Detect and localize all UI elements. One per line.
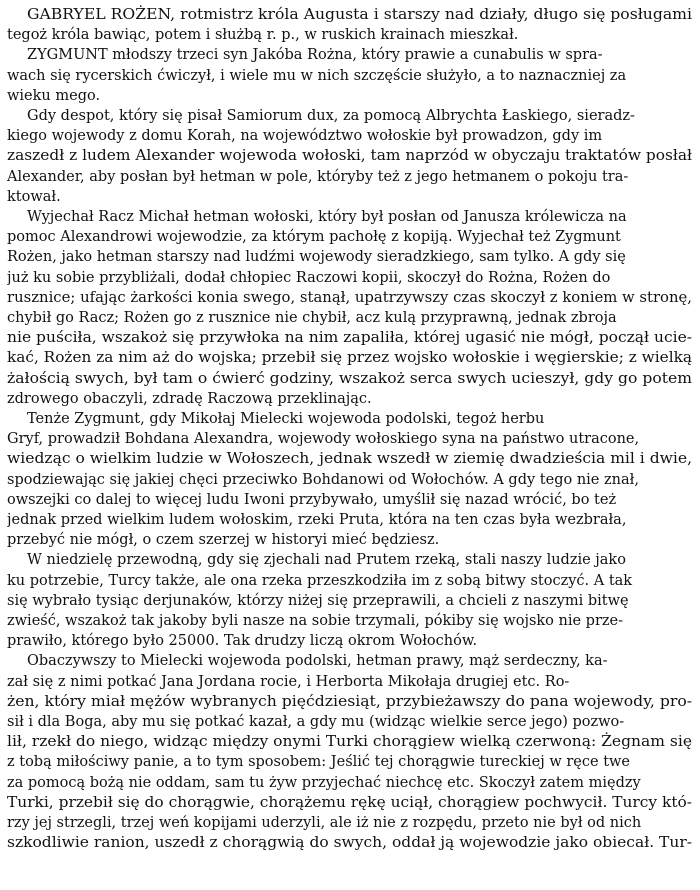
text-line-content: W niedzielę przewodną, gdy się zjechali nad Prutem rzeką, stali naszy ludzie jako [27,552,626,569]
text-line-content: ku potrzebie, Turcy także, ale ona rzeka przeszkodziła im z sobą bitwy stoczyć. A tak [7,572,633,589]
text-line [7,428,692,450]
text-line-content: nie puściła, wszakoż się przywłoka na nim zapaliła, której ugasić nie mógł, począł ucie- [7,330,692,347]
text-line-content: ZYGMUNT młodszy trzeci syn Jakóba Rożna, który prawie a cunabulis w spra- [27,47,603,64]
text-line [7,287,692,309]
text-line [7,812,692,834]
text-line [7,630,692,652]
text-line-content: wach się rycerskich ćwiczył, i wiele mu w nich szczęście służyło, a to naznaczniej za [7,67,627,84]
text-line [7,671,692,693]
text-line [7,327,692,349]
text-line-content: Gryf, prowadził Bohdana Alexandra, wojewody wołoskiego syna na państwo utracone, [7,431,640,448]
text-line-content: kiego wojewody z domu Korah, na województwo wołoskie był prowadzon, gdy im [7,128,603,145]
text-line-content: tegoż króla bawiąc, potem i służbą r. p., w ruskich krainach mieszkał. [7,27,519,44]
text-line [27,4,692,26]
text-line [7,267,692,289]
text-line [7,125,692,147]
text-line-content: zdrowego obaczyli, zdradę Raczową przeklinając. [7,390,372,407]
text-line [7,570,692,592]
text-line [7,509,692,531]
text-line-content: przebyć nie mógł, o czem szerzej w historyi mieć będziesz. [7,532,440,549]
text-line [27,206,692,228]
text-line [7,85,692,107]
text-line-content: prawiło, którego było 25000. Tak drudzy liczą okrom Wołochów. [7,633,478,650]
text-line-content: się wybrało tysiąc derjunaków, którzy niżej się przeprawili, a chcieli z naszymi bitwę [7,592,629,609]
text-line [7,186,692,208]
text-line [7,772,692,794]
text-line [7,792,692,814]
text-line-content: Turki, przebił się do chorągwie, chorążemu rękę uciął, chorągiew pochwycił. Turcy któ- [7,794,692,811]
text-line [7,24,692,46]
text-line-content: szkodliwie ranion, uszedł z chorągwią do swych, oddał ją wojewodzie jako obiecał. Tur- [7,835,692,852]
text-line [7,226,692,248]
text-line-content: chybił go Racz; Rożen go z rusznice nie chybił, acz kulą przyprawną, jednak zbroja [7,310,617,326]
text-line-content: zał się z nimi potkać Jana Jordana rocie, i Herborta Mikołaja drugiej etc. Ro- [7,673,570,690]
text-line [7,368,692,390]
text-line-content: wieku mego. [7,87,101,104]
text-line [27,408,692,430]
text-line-content: owszejki co dalej to więcej ludu Iwoni przybywało, umyślił się nazad wrócić, bo też [7,491,617,508]
text-line-content: żen, który miał mężów wybranych pięćdziesiąt, przybieżawszy do pana wojewody, pro- [7,693,692,710]
text-line-content: lił, rzekł do niego, widząc między onymi Turki chorągiew wielką czerwoną: Żegnam się [7,734,692,751]
text-line [7,590,692,612]
text-line-content: Rożen, jako hetman starszy nad ludźmi wojewody sieradzkiego, sam tylko. A gdy się [7,249,626,266]
text-line [27,105,692,127]
text-line [7,166,692,188]
text-line-content: z tobą miłościwy panie, a to tym sposobem: Jeślić tej chorągwie tureckiej w ręce twe [7,754,631,771]
text-line-content: za pomocą bożą nie oddam, sam tu żyw przyjechać niechcę etc. Skoczył zatem między [7,774,641,791]
text-line [7,610,692,632]
text-line-content: Obaczywszy to Mielecki wojewoda podolski, hetman prawy, mąż serdeczny, ka- [27,653,608,670]
text-line [7,347,692,369]
text-line [27,650,692,672]
text-line-content: Tenże Zygmunt, gdy Mikołaj Mielecki wojewoda podolski, tegoż herbu [27,411,545,427]
text-line [27,549,692,571]
text-line [7,832,692,854]
text-line [7,751,692,773]
text-line-content: zwieść, wszakoż tak jakoby byli nasze na sobie trzymali, pókiby się wojsko nie prze- [7,613,624,629]
text-line [7,388,692,410]
text-line [7,731,692,753]
text-line [7,711,692,733]
text-line-content: zaszedł z ludem Alexander wojewoda wołoski, tam naprzód w obyczaju traktatów posłał [7,148,692,165]
text-line-content: GABRYEL ROŻEN, rotmistrz króla Augusta i starszy nad działy, długo się posługami [27,7,692,23]
text-line [7,65,692,87]
text-line [27,44,692,66]
text-line-content: ktował. [7,188,61,205]
text-line-content: sił i dla Boga, aby mu się potkać kazał, a gdy mu (widząc wielkie serce jego) pozwo- [7,714,625,730]
text-line-content: Wyjechał Racz Michał hetman wołoski, który był posłan od Janusza królewicza na [27,209,627,225]
text-line [7,448,692,470]
text-line [7,307,692,329]
text-line-content: rusznice; ufając żarkości konia swego, stanął, upatrzywszy czas skoczył z koniem w stronę, [7,289,692,306]
text-line-content: wiedząc o wielkim ludzie w Wołoszech, jednak wszedł w ziemię dwadzieścia mil i dwie, [7,451,692,468]
text-line-content: Alexander, aby posłan był hetman w pole, któryby też z jego hetmanem o pokoju tra- [7,168,629,185]
text-line-content: kać, Rożen za nim aż do wojska; przebił się przez wojsko wołoskie i węgierskie; z wielką [7,350,692,367]
text-line [7,469,692,491]
text-line-content: już ku sobie przybliżali, dodał chłopiec Raczowi kopii, skoczył do Rożna, Rożen do [7,269,611,286]
text-line-content: jednak przed wielkim ludem wołoskim, rzeki Pruta, która na ten czas była wezbrała, [7,512,627,528]
text-line-content: żałością swych, był tam o ćwierć godziny, wszakoż serca swych ucieszył, gdy go potem [7,370,692,387]
text-line-content: spodziewając się jakiej chęci przeciwko Bohdanowi od Wołochów. A gdy tego nie znał, [7,471,639,488]
text-line [7,246,692,268]
text-line-content: pomoc Alexandrowi wojewodzie, za którym pachołę z kopiją. Wyjechał też Zygmunt [7,229,621,246]
text-line-content: Gdy despot, który się pisał Samiorum dux, za pomocą Albrychta Łaskiego, sieradz- [27,108,635,124]
text-line [7,691,692,713]
text-line-content: rzy jej strzegli, trzej weń kopijami uderzyli, ale iż nie z rozpędu, przeto nie był od nich [7,815,642,831]
text-line [7,529,692,551]
text-line [7,489,692,511]
text-line [7,145,692,167]
